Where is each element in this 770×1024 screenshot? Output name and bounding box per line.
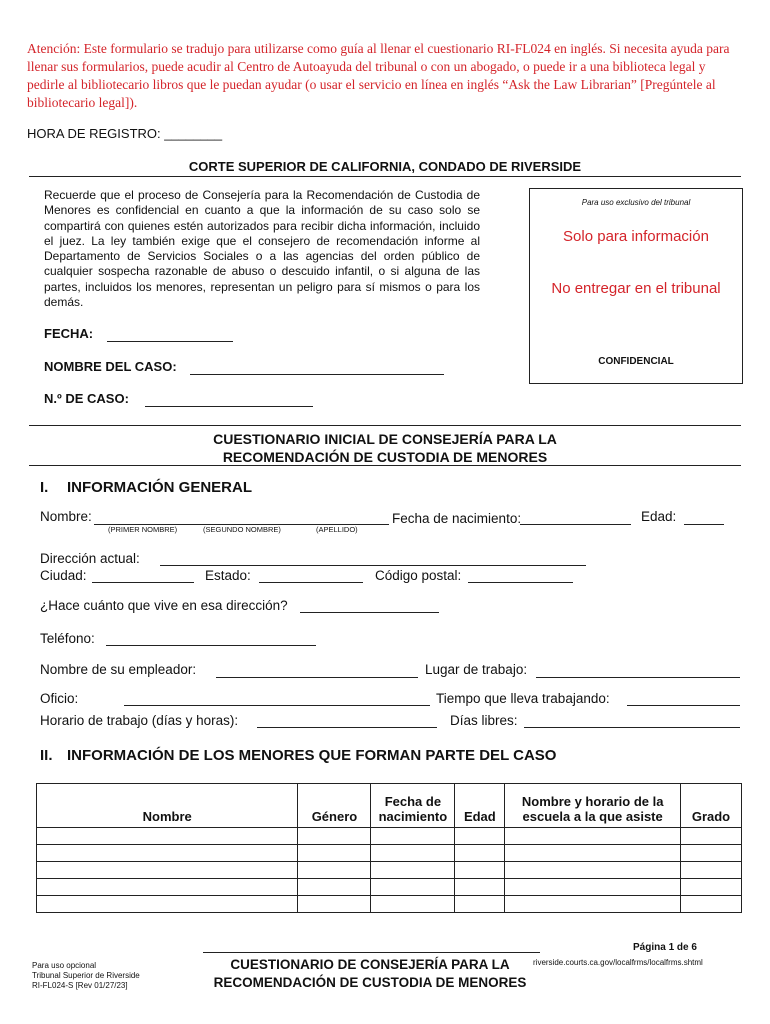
table-cell[interactable] — [505, 896, 681, 913]
case-name-field[interactable] — [190, 374, 444, 375]
middle-name-hint: (SEGUNDO NOMBRE) — [203, 525, 281, 534]
workplace-label: Lugar de trabajo: — [425, 662, 528, 677]
section-2-number: II. — [40, 747, 53, 764]
table-cell[interactable] — [37, 896, 298, 913]
state-label: Estado: — [205, 568, 251, 583]
table-cell[interactable] — [371, 828, 455, 845]
employer-field[interactable] — [216, 677, 418, 678]
footer-title — [200, 956, 540, 992]
table-cell[interactable] — [37, 845, 298, 862]
table-row — [37, 828, 742, 845]
table-header-row — [37, 784, 742, 828]
table-row — [37, 862, 742, 879]
table-cell[interactable] — [505, 828, 681, 845]
occupation-label: Oficio: — [40, 691, 79, 706]
phone-label: Teléfono: — [40, 631, 95, 646]
column-header: Nombre y horario de la escuela a la que asiste — [505, 784, 681, 828]
table-cell[interactable] — [455, 879, 505, 896]
court-use-header: Para uso exclusivo del tribunal — [581, 198, 691, 207]
dob-field[interactable] — [520, 524, 631, 525]
divider — [29, 425, 741, 426]
form-id: RI-FL024-S [Rev 01/27/23] — [32, 981, 128, 990]
workplace-field[interactable] — [536, 677, 740, 678]
table-cell[interactable] — [298, 845, 371, 862]
table-cell[interactable] — [371, 845, 455, 862]
column-header: Grado — [681, 784, 742, 828]
form-title-line-2: RECOMENDACIÓN DE CUSTODIA DE MENORES — [222, 449, 548, 465]
residence-duration-field[interactable] — [300, 612, 439, 613]
column-header: Fecha de nacimiento — [371, 784, 455, 828]
table-row — [37, 896, 742, 913]
court-title: CORTE SUPERIOR DE CALIFORNIA, CONDADO DE RIVERSIDE — [188, 159, 582, 174]
table-cell[interactable] — [681, 845, 742, 862]
column-header: Edad — [455, 784, 505, 828]
confidentiality-paragraph: Recuerde que el proceso de Consejería para la Recomendación de Custodia de Menores es confidencial en cuanto a que la información de su caso solo se compartirá con quienes estén autorizados para recibir dicha información, incluido el juez. La ley también exige que el consejero de recomendación informe al Departamento de Servicios Sociales o a las agencias del orden público de cualquier sospecha razonable de abuso o descuido infantil, o si alguna de las partes, incluidos los menores, representan un peligro para sí mismos o para los demás. — [44, 188, 480, 310]
section-1-number: I. — [40, 479, 49, 496]
table-row — [37, 845, 742, 862]
table-cell[interactable] — [298, 896, 371, 913]
do-not-file-label: No entregar en el tribunal — [551, 280, 721, 297]
divider — [29, 176, 741, 177]
court-use-box — [529, 188, 743, 384]
table-cell[interactable] — [371, 862, 455, 879]
table-cell[interactable] — [505, 862, 681, 879]
days-off-field[interactable] — [524, 727, 740, 728]
table-cell[interactable] — [455, 862, 505, 879]
table-cell[interactable] — [681, 879, 742, 896]
children-table — [36, 783, 742, 913]
optional-use: Para uso opcional — [32, 961, 97, 970]
table-cell[interactable] — [371, 879, 455, 896]
zip-field[interactable] — [468, 582, 573, 583]
section-1-title: INFORMACIÓN GENERAL — [67, 479, 252, 496]
divider — [29, 465, 741, 466]
table-row — [37, 879, 742, 896]
residence-duration-label: ¿Hace cuánto que vive en esa dirección? — [40, 598, 288, 613]
footer-form-info — [32, 961, 140, 991]
footer-title-line-1: CUESTIONARIO DE CONSEJERÍA PARA LA — [230, 957, 510, 972]
table-cell[interactable] — [37, 879, 298, 896]
days-off-label: Días libres: — [450, 713, 518, 728]
schedule-label: Horario de trabajo (días y horas): — [40, 713, 239, 728]
city-label: Ciudad: — [40, 568, 87, 583]
court-name: Tribunal Superior de Riverside — [32, 971, 140, 980]
case-number-field[interactable] — [145, 406, 313, 407]
date-label: FECHA: — [44, 326, 94, 341]
time-working-label: Tiempo que lleva trabajando: — [436, 691, 610, 706]
age-label: Edad: — [641, 509, 677, 524]
form-title — [0, 430, 770, 466]
last-name-hint: (APELLIDO) — [316, 525, 358, 534]
city-field[interactable] — [92, 582, 194, 583]
table-cell[interactable] — [681, 862, 742, 879]
table-cell[interactable] — [298, 828, 371, 845]
table-cell[interactable] — [298, 879, 371, 896]
form-title-line-1: CUESTIONARIO INICIAL DE CONSEJERÍA PARA LA — [213, 431, 557, 447]
table-cell[interactable] — [37, 828, 298, 845]
zip-label: Código postal: — [375, 568, 462, 583]
column-header: Género — [298, 784, 371, 828]
table-cell[interactable] — [371, 896, 455, 913]
table-cell[interactable] — [505, 879, 681, 896]
translation-notice: Atención: Este formulario se tradujo para utilizarse como guía al llenar el cuestionario RI-FL024 en inglés. Si necesita ayuda para llenar sus formularios, puede acudir al Centro de Autoayuda del tribunal o con un abogado, o puede ir a una biblioteca legal y pedirle al bibliotecario libros que le puedan ayudar (o usar el servicio en línea en inglés “Ask the Law Librarian” [Pregúntele al bibliotecario legal]). — [27, 41, 730, 110]
table-cell[interactable] — [37, 862, 298, 879]
confidential-label: CONFIDENCIAL — [598, 356, 674, 367]
dob-label: Fecha de nacimiento: — [392, 511, 522, 526]
table-cell[interactable] — [455, 896, 505, 913]
name-label: Nombre: — [40, 509, 92, 524]
case-number-label: N.º DE CASO: — [44, 391, 129, 406]
table-cell[interactable] — [298, 862, 371, 879]
case-name-label: NOMBRE DEL CASO: — [44, 359, 177, 374]
table-cell[interactable] — [681, 828, 742, 845]
schedule-field[interactable] — [257, 727, 437, 728]
first-name-hint: (PRIMER NOMBRE) — [108, 525, 178, 534]
state-field[interactable] — [259, 582, 363, 583]
table-cell[interactable] — [505, 845, 681, 862]
page-number: Página 1 de 6 — [633, 942, 697, 953]
occupation-field[interactable] — [124, 705, 430, 706]
table-cell[interactable] — [455, 845, 505, 862]
forms-url[interactable]: riverside.courts.ca.gov/localfrms/localfrms.shtml — [533, 958, 703, 967]
time-working-field[interactable] — [627, 705, 740, 706]
address-field[interactable] — [160, 565, 586, 566]
info-only-label: Solo para información — [563, 228, 709, 245]
registration-time: HORA DE REGISTRO: ________ — [27, 126, 223, 141]
column-header: Nombre — [37, 784, 298, 828]
table-cell[interactable] — [455, 828, 505, 845]
footer-title-line-2: RECOMENDACIÓN DE CUSTODIA DE MENORES — [213, 975, 527, 990]
address-label: Dirección actual: — [40, 551, 140, 566]
employer-label: Nombre de su empleador: — [40, 662, 197, 677]
divider — [203, 952, 540, 953]
section-2-title: INFORMACIÓN DE LOS MENORES QUE FORMAN PARTE DEL CASO — [67, 747, 557, 764]
phone-field[interactable] — [106, 645, 316, 646]
table-cell[interactable] — [681, 896, 742, 913]
age-field[interactable] — [684, 524, 724, 525]
date-field[interactable] — [107, 341, 233, 342]
